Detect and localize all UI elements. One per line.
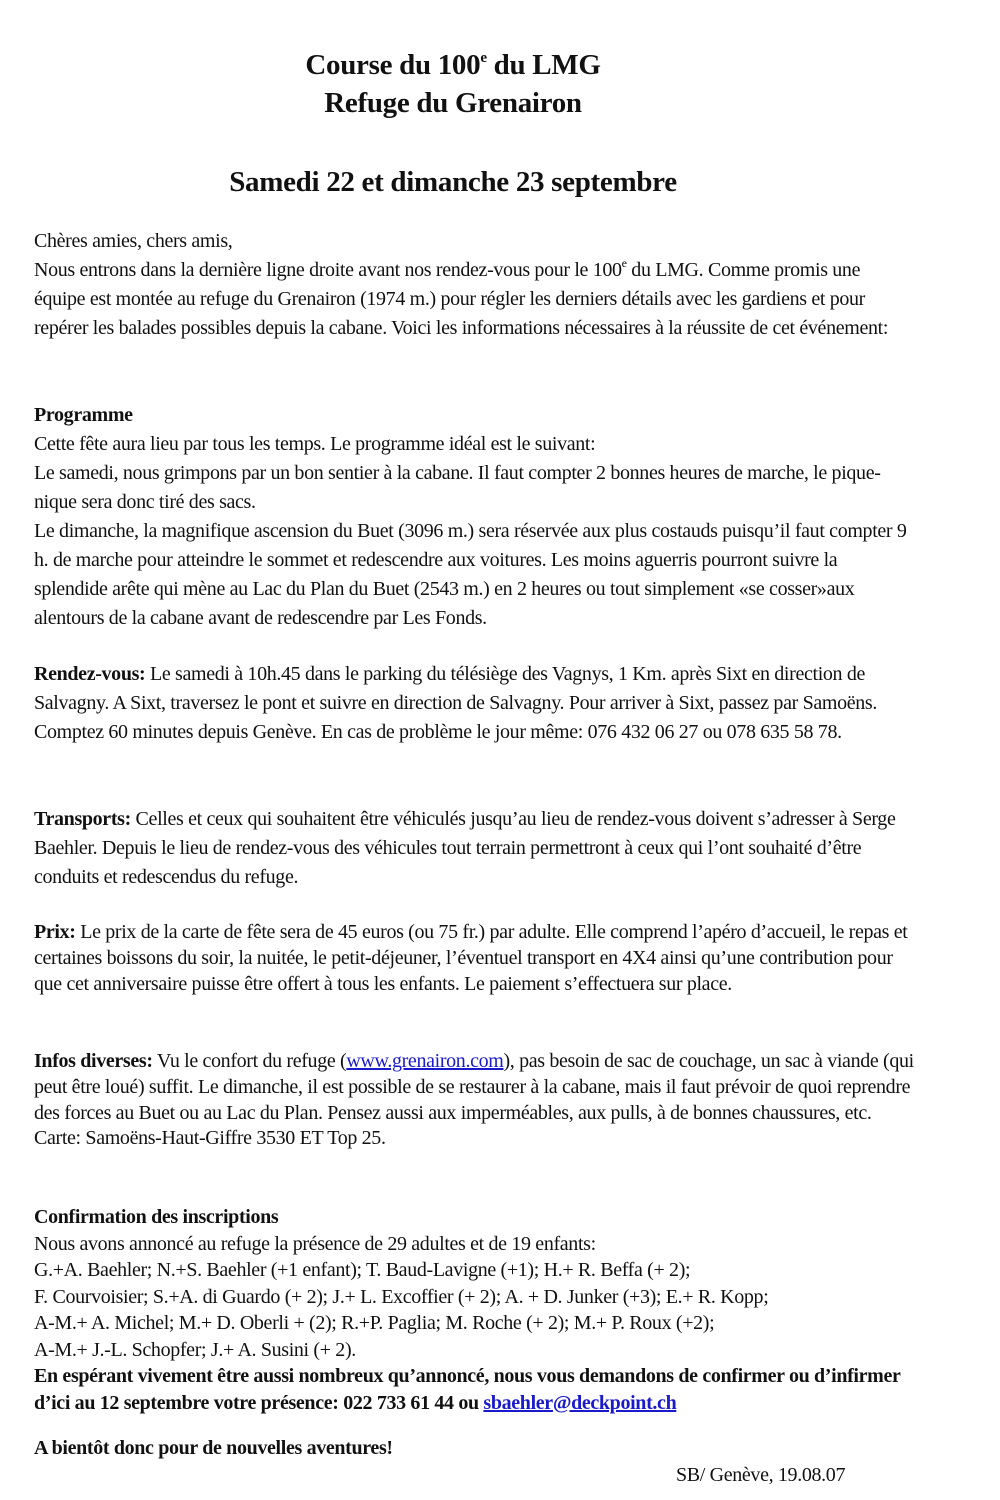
email-link[interactable]: sbaehler@deckpoint.ch — [483, 1391, 677, 1414]
programme-section — [34, 401, 914, 633]
programme-line-2: Le samedi, nous grimpons par un bon sentier à la cabane. Il faut compter 2 bonnes heures de marche, le pique-nique sera donc tiré des sacs. — [34, 462, 881, 513]
confirmation-intro: Nous avons annoncé au refuge la présence de 29 adultes et de 19 enfants: — [34, 1232, 596, 1255]
programme-line-1: Cette fête aura lieu par tous les temps. Le programme idéal est le suivant: — [34, 433, 596, 455]
transports-label: Transports: — [34, 808, 131, 830]
infos-paragraph: Infos diverses: Vu le confort du refuge (www.grenairon.com), pas besoin de sac de couchage, un sac à viande (qui peut être loué) suffit. Le dimanche, il est possible de se restaurer à la cabane, mais il faut prévoir de quoi reprendre des forces au Buet ou au Lac du Plan. Pensez aussi aux imperméables, aux pulls, à de bonnes chaussures, etc. Carte: Samoëns-Haut-Giffre 3530 ET Top 25. — [34, 1050, 914, 1150]
programme-line-3: Le dimanche, la magnifique ascension du Buet (3096 m.) sera réservée aux plus costauds puisqu’il faut compter 9 h. de marche pour atteindre le sommet et redescendre aux voitures. Les moins aguerris pourront suivre la splendide arête qui mène au Lac du Plan du Buet (2543 m.) en 2 heures ou tout simplement «se cosser»aux alentours de la cabane avant de redescendre par Les Fonds. — [34, 520, 907, 629]
confirmation-heading: Confirmation des inscriptions — [34, 1206, 279, 1228]
programme-heading: Programme — [34, 404, 133, 426]
rendezvous-label: Rendez-vous: — [34, 663, 146, 685]
signature: SB/ Genève, 19.08.07 — [676, 1464, 846, 1486]
rendezvous-section — [34, 660, 914, 747]
infos-section — [34, 1049, 914, 1152]
transports-section — [34, 805, 914, 892]
grenairon-link[interactable]: www.grenairon.com — [346, 1050, 504, 1072]
participants-line-3: A-M.+ A. Michel; M.+ D. Oberli + (2); R.+P. Paglia; M. Roche (+ 2); M.+ P. Roux (+2); — [34, 1312, 715, 1334]
date-heading: Samedi 22 et dimanche 23 septembre — [229, 166, 677, 198]
closing-line: A bientôt donc pour de nouvelles aventures! — [34, 1437, 393, 1459]
confirmation-section — [34, 1204, 914, 1416]
participants-line-2: F. Courvoisier; S.+A. di Guardo (+ 2); J.+ L. Excoffier (+ 2); A. + D. Junker (+3); E.+ R. Kopp; — [34, 1285, 769, 1308]
infos-label: Infos diverses: — [34, 1050, 153, 1072]
prix-paragraph: Prix: Le prix de la carte de fête sera de 45 euros (ou 75 fr.) par adulte. Elle comprend l’apéro d’accueil, le repas et certaines boissons du soir, la nuitée, le petit-déjeuner, l’éventuel transport en 4X4 ainsi qu’une contribution pour que cet anniversaire puisse être offert à tous les enfants. Le paiement s’effectuera sur place. — [34, 921, 908, 995]
greeting: Chères amies, chers amis, — [34, 230, 233, 252]
participants-line-1: G.+A. Baehler; N.+S. Baehler (+1 enfant); T. Baud-Lavigne (+1); H.+ R. Beffa (+ 2); — [34, 1259, 691, 1281]
prix-label: Prix: — [34, 921, 76, 943]
title-line-2: Refuge du Grenairon — [324, 87, 582, 119]
intro-paragraph: Nous entrons dans la dernière ligne droite avant nos rendez-vous pour le 100e du LMG. Comme promis une équipe est montée au refuge du Grenairon (1974 m.) pour régler les derniers détails avec les gardiens et pour repérer les balades possibles depuis la cabane. Voici les informations nécessaires à la réussite de cet événement: — [34, 256, 889, 339]
title-line-1: Course du 100e du LMG — [305, 49, 601, 81]
intro-section — [34, 227, 914, 343]
transports-paragraph: Transports: Celles et ceux qui souhaitent être véhiculés jusqu’au lieu de rendez-vous doivent s’adresser à Serge Baehler. Depuis le lieu de rendez-vous des véhicules tout terrain permettront à ceux qui l’ont souhaité d’être conduits et redescendus du refuge. — [34, 808, 896, 888]
confirmation-request: En espérant vivement être aussi nombreux qu’annoncé, nous vous demandons de confirmer ou d’infirmer d’ici au 12 septembre votre présence: 022 733 61 44 ou sbaehler@deckpoint.ch — [34, 1365, 901, 1414]
participants-line-4: A-M.+ J.-L. Schopfer; J.+ A. Susini (+ 2). — [34, 1338, 356, 1361]
rendezvous-paragraph: Rendez-vous: Le samedi à 10h.45 dans le parking du télésiège des Vagnys, 1 Km. après Sixt en direction de Salvagny. A Sixt, traversez le pont et suivre en direction de Salvagny. Pour arriver à Sixt, passez par Samoëns. Comptez 60 minutes depuis Genève. En cas de problème le jour même: 076 432 06 27 ou 078 635 58 78. — [34, 663, 877, 743]
prix-section — [34, 920, 914, 997]
